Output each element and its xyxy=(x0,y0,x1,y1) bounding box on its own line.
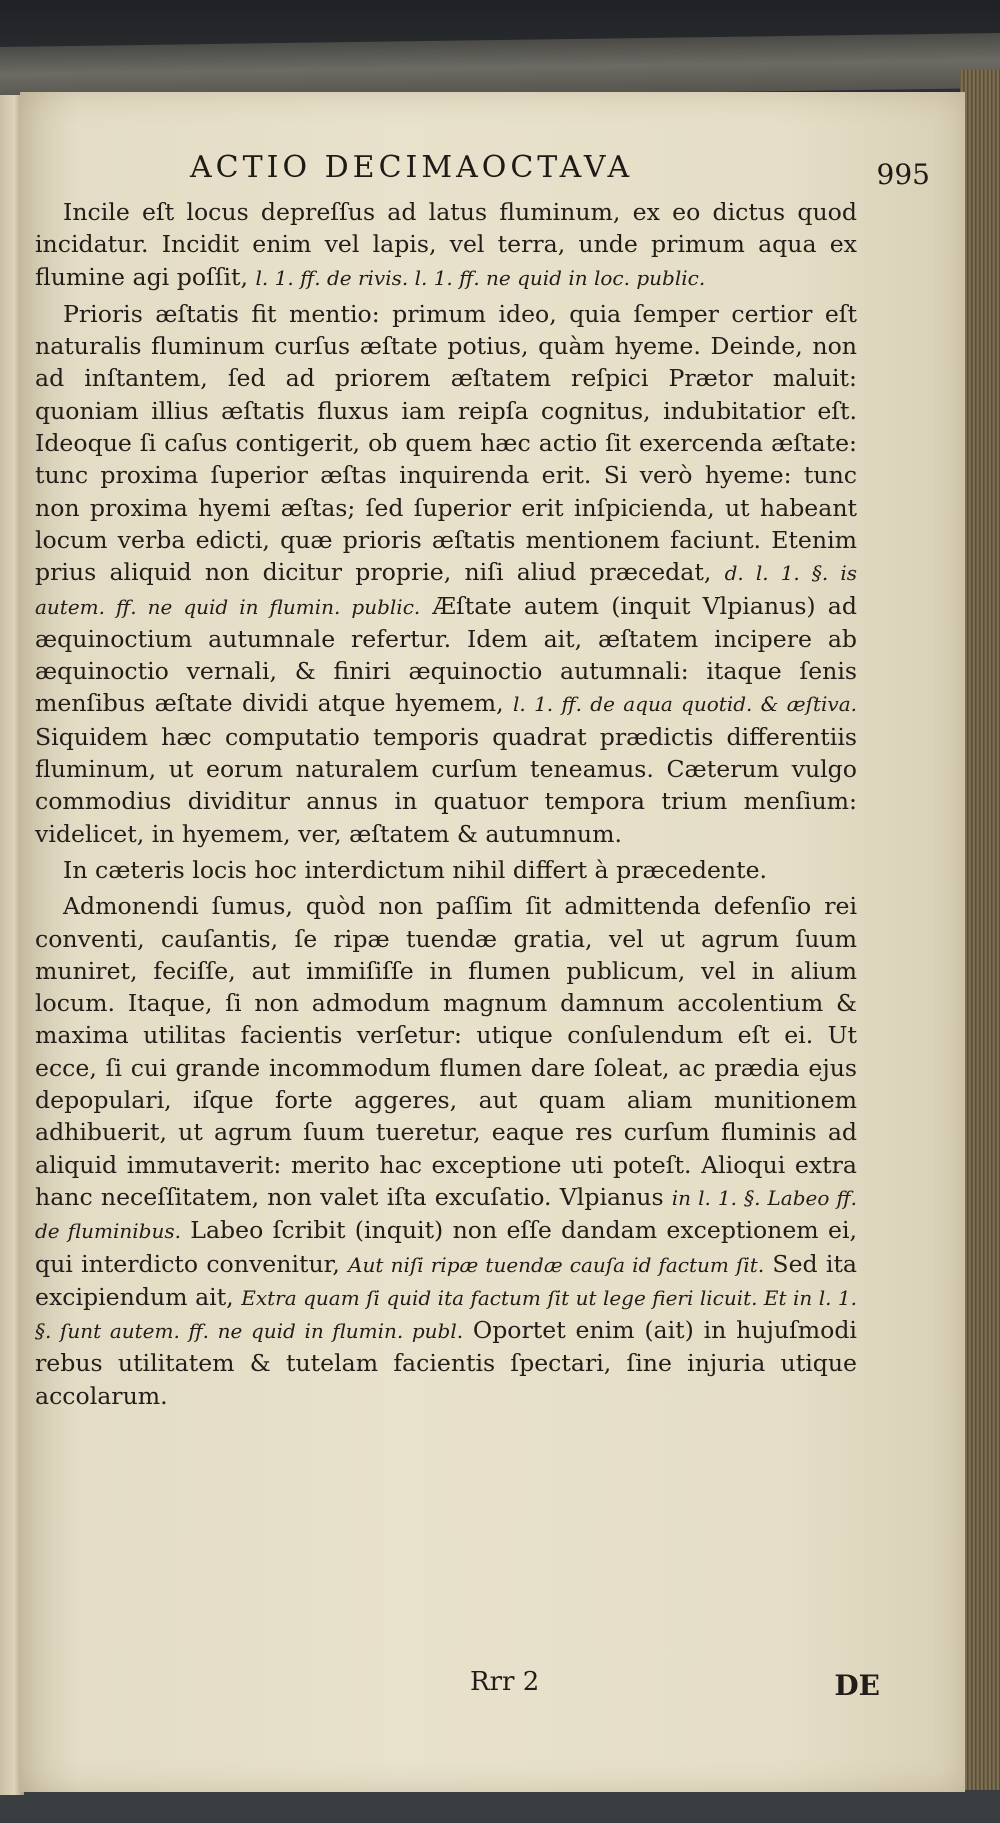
signature-mark: Rrr 2 xyxy=(470,1667,540,1697)
catchword: DE xyxy=(834,1669,880,1702)
text-run: In cæteris locis hoc interdictum nihil differt à præcedente. xyxy=(63,855,768,884)
citation: d. l. 1. §. is autem. ff. ne quid in flumin. public. xyxy=(35,561,857,619)
citation: Extra quam ſi quid ita factum ſit ut lege fieri licuit. Et in l. 1. §. ſunt autem. ff. ne quid in flumin. publ. xyxy=(35,1285,857,1344)
running-head: ACTIO DECIMAOCTAVA xyxy=(190,150,634,185)
paragraph xyxy=(35,196,857,294)
text-run: Sed ita excipiendum ait, xyxy=(35,1249,857,1311)
body-text xyxy=(35,196,857,1412)
text-run: Incile eſt locus depreſſus ad latus fluminum, ex eo dictus quod incidatur. Incidit enim vel lapis, vel terra, unde primum aqua ex flumine agi poſſit, xyxy=(35,198,857,291)
text-run: Siquidem hæc computatio temporis quadrat prædictis differentiis fluminum, ut eorum naturalem curſum teneamus. Cæterum vulgo commodius dividitur annus in quatuor tempora trium menſium: videlicet, in hyemem, ver, æſtatem & autumnum. xyxy=(35,722,857,848)
citation: in l. 1. §. Labeo ff. de fluminibus. xyxy=(35,1185,857,1244)
text-run: Oportet enim (ait) in hujuſmodi rebus utilitatem & tutelam facientis ſpectari, ſine injuria utique accolarum. xyxy=(35,1316,857,1410)
page-footer xyxy=(470,1667,880,1707)
text-run: Labeo ſcribit (inquit) non eſſe dandam exceptionem ei, qui interdicto convenitur, xyxy=(35,1216,857,1278)
text-run: Admonendi ſumus, quòd non paſſim ſit admittenda defenſio rei conventi, cauſantis, ſe ripæ tuendæ gratia, vel ut agrum ſuum muniret, feciſſe, aut immiſiſſe in flumen publicum, vel in alium locum. Itaque, ſi non admodum magnum damnum accolentium & maxima utilitas facientis verſetur: utique conſulendum eſt ei. Ut ecce, ſi cui grande incommodum flumen dare ſoleat, ac prædia ejus depopulari, iſque forte aggeres, aut quam aliam munitionem adhibuerit, ut agrum ſuum tueretur, eaque res curſum fluminis ad aliquid immutaverit: merito hac exceptione uti poteſt. Alioqui extra hanc neceſſitatem, non valet iſta excuſatio. Vlpianus xyxy=(35,892,857,1211)
text-run: Æſtate autem (inquit Vlpianus) ad æquinoctium autumnale refertur. Idem ait, æſtatem incipere ab æquinoctio vernali, & finiri æquinoctio autumnali: itaque ſenis menſibus æſtate dividi atque hyemem, xyxy=(35,591,857,718)
text-run: Prioris æſtatis fit mentio: primum ideo, quia ſemper certior eſt naturalis fluminum curſus æſtate potius, quàm hyeme. Deinde, non ad inſtantem, ſed ad priorem æſtatem reſpici Prætor maluit: quoniam illius æſtatis fluxus iam reipſa cognitus, indubitatior eſt. Ideoque ſi caſus contigerit, ob quem hæc actio ſit exercenda æſtate: tunc proxima ſuperior æſtas inquirenda erit. Si verò hyeme: tunc non proxima hyemi æſtas; ſed ſuperior erit inſpicienda, ut habeant locum verba edicti, quæ prioris æſtatis mentionem faciunt. Etenim prius aliquid non dicitur proprie, niſi aliud præcedat, xyxy=(35,299,857,587)
page-stack-edge xyxy=(960,70,1000,1790)
paragraph xyxy=(35,298,857,850)
citation: Aut niſi ripæ tuendæ cauſa id factum ſit. xyxy=(348,1252,765,1277)
paragraph xyxy=(35,890,857,1412)
citation: l. 1. ff. de aqua quotid. & æſtiva. xyxy=(513,692,857,717)
paragraph xyxy=(35,854,857,886)
page-header xyxy=(190,150,930,200)
page-number: 995 xyxy=(876,158,930,191)
citation: l. 1. ff. de rivis. l. 1. ff. ne quid in loc. public. xyxy=(255,265,706,290)
